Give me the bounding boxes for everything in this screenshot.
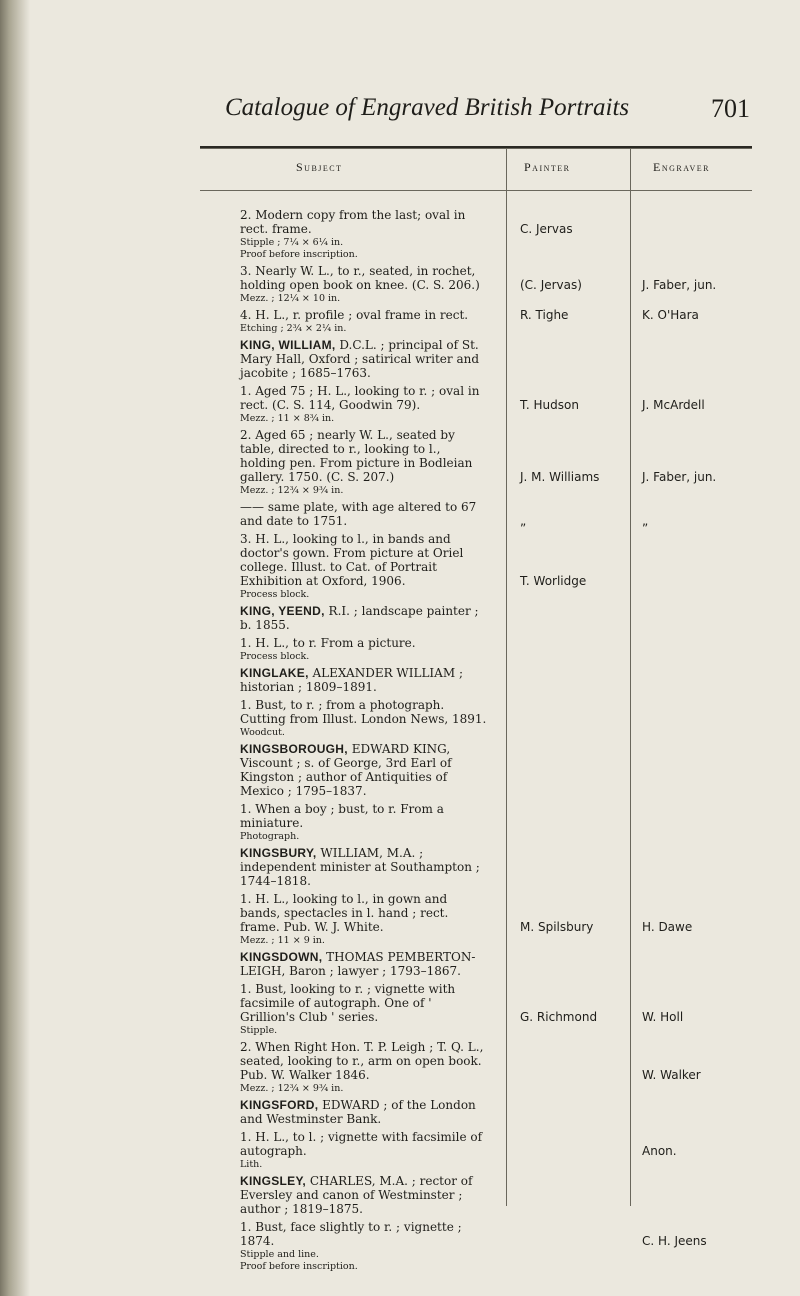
- painter-credit: T. Worlidge: [520, 574, 587, 588]
- sitter-heading: [240, 846, 488, 888]
- entry-description: 2. Aged 65 ; nearly W. L., seated by table, directed to r., looking to l., holding pen. From picture in Bodleian gallery. 1750. (C. S. 207.): [240, 428, 473, 484]
- plate-details: Stipple ; 7¼ × 6¼ in.: [240, 237, 344, 248]
- portrait-entry: [240, 802, 488, 842]
- plate-details: Proof before inscription.: [240, 249, 358, 260]
- header-rule: [200, 148, 752, 149]
- running-title: Catalogue of Engraved British Portraits: [225, 94, 630, 121]
- portrait-entry: [240, 982, 488, 1036]
- portrait-entry: [240, 384, 488, 424]
- sitter-description: CHARLES, M.A. ; rector of Eversley and canon of Westminster ; author ; 1819–1875.: [240, 1174, 473, 1216]
- sitter-name: KINGSFORD,: [240, 1098, 319, 1112]
- page-binding-shadow: [0, 0, 30, 1296]
- page-number: 701: [711, 94, 750, 123]
- column-head-engraver: Engraver: [653, 160, 710, 174]
- sitter-description: D.C.L. ; principal of St. Mary Hall, Oxford ; satirical writer and jacobite ; 1685–1763.: [240, 338, 480, 380]
- portrait-entry: [240, 636, 488, 662]
- sitter-name: KINGSBOROUGH,: [240, 742, 348, 756]
- sitter-name: KING, YEEND,: [240, 604, 325, 618]
- sitter-description: ALEXANDER WILLIAM ; historian ; 1809–1891.: [240, 666, 463, 694]
- plate-details: Stipple.: [240, 1025, 278, 1036]
- entry-description: 1. Aged 75 ; H. L., looking to r. ; oval in rect. (C. S. 114, Goodwin 79).: [240, 384, 480, 412]
- entry-description: 2. When Right Hon. T. P. Leigh ; T. Q. L., seated, looking to r., arm on open book. Pub. W. Walker 1846.: [240, 1040, 484, 1082]
- entry-description: 3. Nearly W. L., to r., seated, in rochet, holding open book on knee. (C. S. 206.): [240, 264, 480, 292]
- painter-credit: T. Hudson: [520, 398, 579, 412]
- plate-details: Process block.: [240, 651, 310, 662]
- portrait-entry: [240, 1220, 488, 1272]
- portrait-entry: [240, 500, 488, 528]
- engraver-credit: C. H. Jeens: [642, 1234, 707, 1248]
- engraver-credit: „: [642, 514, 649, 528]
- painter-credit: J. M. Williams: [520, 470, 600, 484]
- portrait-entry: [240, 698, 488, 738]
- plate-details: Lith.: [240, 1159, 263, 1170]
- sitter-description: EDWARD ; of the London and Westminster Bank.: [240, 1098, 476, 1126]
- sitter-name: KINGSBURY,: [240, 846, 317, 860]
- portrait-entry: [240, 1130, 488, 1170]
- engraver-credit: J. Faber, jun.: [642, 278, 717, 292]
- entry-description: 4. H. L., r. profile ; oval frame in rect.: [240, 308, 469, 322]
- sitter-name: KINGLAKE,: [240, 666, 309, 680]
- entry-description: 1. H. L., looking to l., in gown and bands, spectacles in l. hand ; rect. frame. Pub. W. J. White.: [240, 892, 449, 934]
- engraver-credit: W. Holl: [642, 1010, 684, 1024]
- portrait-entry: [240, 1040, 488, 1094]
- painter-credit: (C. Jervas): [520, 278, 582, 292]
- sitter-description: EDWARD KING, Viscount ; s. of George, 3rd Earl of Kingston ; author of Antiquities of Mexico ; 1795–1837.: [240, 742, 452, 798]
- sitter-description: WILLIAM, M.A. ; independent minister at Southampton ; 1744–1818.: [240, 846, 480, 888]
- painter-credit: R. Tighe: [520, 308, 569, 322]
- sitter-heading: [240, 1174, 488, 1216]
- plate-details: Process block.: [240, 589, 310, 600]
- plate-details: Mezz. ; 12¼ × 10 in.: [240, 293, 341, 304]
- entry-description: 2. Modern copy from the last; oval in rect. frame.: [240, 208, 466, 236]
- sitter-name: KINGSDOWN,: [240, 950, 323, 964]
- engraver-credit: K. O'Hara: [642, 308, 699, 322]
- sitter-heading: [240, 742, 488, 798]
- portrait-entry: [240, 892, 488, 946]
- entry-description: 1. Bust, looking to r. ; vignette with facsimile of autograph. One of ' Grillion's Club ' series.: [240, 982, 456, 1024]
- column-divider-1: [506, 148, 507, 1206]
- plate-details: Photograph.: [240, 831, 300, 842]
- plate-details: Stipple and line.: [240, 1249, 319, 1260]
- plate-details: Proof before inscription.: [240, 1261, 358, 1272]
- sitter-heading: [240, 666, 488, 694]
- painter-credit: M. Spilsbury: [520, 920, 594, 934]
- subject-column: [240, 208, 488, 1276]
- entry-description: 1. H. L., to r. From a picture.: [240, 636, 416, 650]
- sitter-name: KING, WILLIAM,: [240, 338, 336, 352]
- portrait-entry: [240, 264, 488, 304]
- page-header: [225, 92, 750, 132]
- entry-description: 3. H. L., looking to l., in bands and doctor's gown. From picture at Oriel college. Illust. to Cat. of Portrait Exhibition at Oxford, 1906.: [240, 532, 464, 588]
- entry-description: 1. Bust, face slightly to r. ; vignette ; 1874.: [240, 1220, 462, 1248]
- sitter-heading: [240, 604, 488, 632]
- entry-description: —— same plate, with age altered to 67 and date to 1751.: [240, 500, 477, 528]
- plate-details: Mezz. ; 11 × 8¾ in.: [240, 413, 335, 424]
- entry-description: 1. When a boy ; bust, to r. From a miniature.: [240, 802, 444, 830]
- plate-details: Mezz. ; 12¾ × 9¾ in.: [240, 485, 344, 496]
- plate-details: Woodcut.: [240, 727, 285, 738]
- engraver-credit: Anon.: [642, 1144, 677, 1158]
- engraver-credit: H. Dawe: [642, 920, 693, 934]
- portrait-entry: [240, 308, 488, 334]
- painter-credit: „: [520, 514, 527, 528]
- column-head-painter: Painter: [524, 160, 571, 174]
- portrait-entry: [240, 208, 488, 260]
- plate-details: Etching ; 2¾ × 2¼ in.: [240, 323, 347, 334]
- engraver-credit: J. Faber, jun.: [642, 470, 717, 484]
- portrait-entry: [240, 428, 488, 496]
- plate-details: Mezz. ; 11 × 9 in.: [240, 935, 325, 946]
- engraver-credit: J. McArdell: [642, 398, 705, 412]
- plate-details: Mezz. ; 12¾ × 9¾ in.: [240, 1083, 344, 1094]
- entry-description: 1. Bust, to r. ; from a photograph. Cutting from Illust. London News, 1891.: [240, 698, 487, 726]
- engraver-credit: W. Walker: [642, 1068, 701, 1082]
- column-head-subject: Subject: [296, 160, 343, 174]
- entry-description: 1. H. L., to l. ; vignette with facsimile of autograph.: [240, 1130, 483, 1158]
- sitter-heading: [240, 338, 488, 380]
- sitter-heading: [240, 1098, 488, 1126]
- sitter-name: KINGSLEY,: [240, 1174, 307, 1188]
- column-head-rule: [200, 190, 752, 191]
- sitter-heading: [240, 950, 488, 978]
- painter-credit: G. Richmond: [520, 1010, 598, 1024]
- column-divider-2: [630, 148, 631, 1206]
- sitter-description: R.I. ; landscape painter ; b. 1855.: [240, 604, 479, 632]
- sitter-description: THOMAS PEMBERTON-LEIGH, Baron ; lawyer ; 1793–1867.: [240, 950, 476, 978]
- painter-credit: C. Jervas: [520, 222, 573, 236]
- portrait-entry: [240, 532, 488, 600]
